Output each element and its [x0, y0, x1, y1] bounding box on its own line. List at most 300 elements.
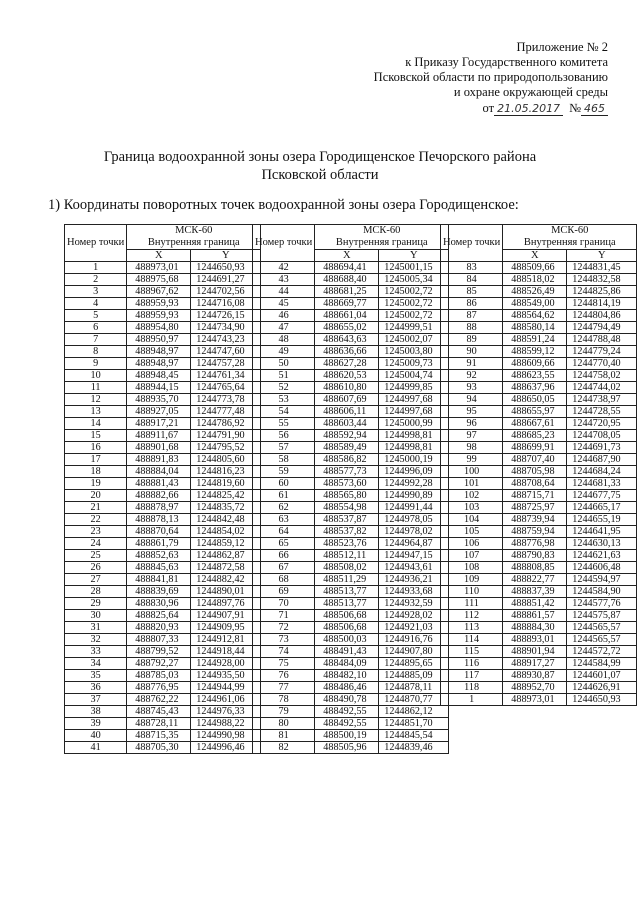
point-number-cell: 95: [441, 406, 503, 418]
x-coordinate-cell: 488878,97: [127, 502, 191, 514]
x-coordinate-cell: 488861,79: [127, 538, 191, 550]
point-number-cell: 105: [441, 526, 503, 538]
y-coordinate-cell: 1244978,05: [379, 514, 449, 526]
y-coordinate-cell: 1245000,99: [379, 418, 449, 430]
x-coordinate-cell: 488935,70: [127, 394, 191, 406]
system-label: МСК-60: [551, 225, 589, 236]
point-number-cell: 1: [441, 694, 503, 706]
point-number-cell: 51: [253, 370, 315, 382]
table-row: [65, 658, 261, 670]
point-number-cell: 33: [65, 646, 127, 658]
x-coordinate-cell: 488512,11: [315, 550, 379, 562]
y-header: Y: [379, 250, 449, 262]
table-row: [253, 286, 449, 298]
x-coordinate-cell: 488492,55: [315, 706, 379, 718]
y-coordinate-cell: 1244641,95: [567, 526, 637, 538]
table-row: [441, 658, 637, 670]
table-row: [253, 490, 449, 502]
point-number-cell: 87: [441, 310, 503, 322]
x-coordinate-cell: 488599,12: [503, 346, 567, 358]
y-coordinate-cell: 1244885,09: [379, 670, 449, 682]
y-coordinate-cell: 1244890,01: [191, 586, 261, 598]
x-coordinate-cell: 488948,45: [127, 370, 191, 382]
table-row: [441, 670, 637, 682]
point-number-cell: 71: [253, 610, 315, 622]
x-coordinate-cell: 488891,83: [127, 454, 191, 466]
x-coordinate-cell: 488861,57: [503, 610, 567, 622]
y-coordinate-cell: 1244665,17: [567, 502, 637, 514]
point-number-cell: 50: [253, 358, 315, 370]
table-row: [253, 394, 449, 406]
point-number-cell: 77: [253, 682, 315, 694]
x-coordinate-cell: 488881,43: [127, 478, 191, 490]
table-row: [253, 526, 449, 538]
y-coordinate-cell: 1244943,61: [379, 562, 449, 574]
x-coordinate-cell: 488967,62: [127, 286, 191, 298]
table-row: [253, 634, 449, 646]
x-coordinate-cell: 488705,98: [503, 466, 567, 478]
x-coordinate-cell: 488917,21: [127, 418, 191, 430]
table-row: [441, 430, 637, 442]
point-number-cell: 44: [253, 286, 315, 298]
y-coordinate-cell: 1244621,63: [567, 550, 637, 562]
point-number-cell: 38: [65, 706, 127, 718]
coordinates-table-3: [440, 224, 637, 706]
point-number-cell: 2: [65, 274, 127, 286]
title-line-2: Псковской области: [261, 167, 379, 183]
point-number-cell: 31: [65, 622, 127, 634]
y-coordinate-cell: 1244684,24: [567, 466, 637, 478]
point-number-cell: 43: [253, 274, 315, 286]
y-coordinate-cell: 1244990,98: [191, 730, 261, 742]
y-coordinate-cell: 1244804,86: [567, 310, 637, 322]
x-coordinate-cell: 488948,97: [127, 358, 191, 370]
y-coordinate-cell: 1244944,99: [191, 682, 261, 694]
table-row: [65, 274, 261, 286]
y-coordinate-cell: 1244702,56: [191, 286, 261, 298]
point-number-cell: 67: [253, 562, 315, 574]
y-coordinate-cell: 1244773,78: [191, 394, 261, 406]
point-number-cell: 17: [65, 454, 127, 466]
table-row: [253, 550, 449, 562]
point-number-cell: 29: [65, 598, 127, 610]
x-coordinate-cell: 488592,94: [315, 430, 379, 442]
x-coordinate-cell: 488537,87: [315, 514, 379, 526]
y-coordinate-cell: 1244720,95: [567, 418, 637, 430]
y-coordinate-cell: 1244878,11: [379, 682, 449, 694]
y-coordinate-cell: 1244988,22: [191, 718, 261, 730]
point-number-cell: 54: [253, 406, 315, 418]
point-number-cell: 9: [65, 358, 127, 370]
x-coordinate-cell: 488901,68: [127, 442, 191, 454]
table-row: [65, 526, 261, 538]
x-coordinate-cell: 488878,13: [127, 514, 191, 526]
table-row: [65, 346, 261, 358]
table-row: [253, 658, 449, 670]
x-coordinate-cell: 488776,98: [503, 538, 567, 550]
point-number-cell: 109: [441, 574, 503, 586]
x-coordinate-cell: 488785,03: [127, 670, 191, 682]
coordinates-table-2: [252, 224, 449, 754]
point-number-cell: 18: [65, 466, 127, 478]
y-coordinate-cell: 1244907,80: [379, 646, 449, 658]
appendix-line: к Приказу Государственного комитета: [405, 55, 608, 69]
point-number-cell: 27: [65, 574, 127, 586]
y-header: Y: [191, 250, 261, 262]
table-row: [441, 682, 637, 694]
point-number-cell: 74: [253, 646, 315, 658]
x-coordinate-cell: 488655,97: [503, 406, 567, 418]
point-number-cell: 93: [441, 382, 503, 394]
y-coordinate-cell: 1244825,42: [191, 490, 261, 502]
point-number-header: Номер точки: [65, 225, 127, 262]
y-coordinate-cell: 1244716,08: [191, 298, 261, 310]
x-coordinate-cell: 488526,49: [503, 286, 567, 298]
point-number-cell: 69: [253, 586, 315, 598]
point-number-cell: 79: [253, 706, 315, 718]
y-coordinate-cell: 1244831,45: [567, 262, 637, 274]
x-header: X: [503, 250, 567, 262]
point-number-cell: 82: [253, 742, 315, 754]
point-number-cell: 58: [253, 454, 315, 466]
point-number-cell: 15: [65, 430, 127, 442]
y-coordinate-cell: 1244936,21: [379, 574, 449, 586]
point-number-cell: 5: [65, 310, 127, 322]
x-coordinate-cell: 488506,68: [315, 622, 379, 634]
table-row: [65, 418, 261, 430]
x-coordinate-cell: 488893,01: [503, 634, 567, 646]
x-coordinate-cell: 488830,96: [127, 598, 191, 610]
table-row: [65, 634, 261, 646]
point-number-cell: 70: [253, 598, 315, 610]
x-coordinate-cell: 488577,73: [315, 466, 379, 478]
y-coordinate-cell: 1244978,02: [379, 526, 449, 538]
table-row: [441, 622, 637, 634]
table-row: [441, 382, 637, 394]
x-coordinate-cell: 488627,28: [315, 358, 379, 370]
y-coordinate-cell: 1244870,77: [379, 694, 449, 706]
point-number-cell: 26: [65, 562, 127, 574]
point-number-cell: 41: [65, 742, 127, 754]
table-row: [65, 478, 261, 490]
x-coordinate-cell: 488491,43: [315, 646, 379, 658]
table-row: [441, 598, 637, 610]
table-row: [441, 454, 637, 466]
y-coordinate-cell: 1244761,34: [191, 370, 261, 382]
x-coordinate-cell: 488580,14: [503, 322, 567, 334]
point-number-cell: 40: [65, 730, 127, 742]
table-row: [441, 610, 637, 622]
table-row: [253, 622, 449, 634]
y-coordinate-cell: 1244584,90: [567, 586, 637, 598]
y-coordinate-cell: 1244832,58: [567, 274, 637, 286]
point-number-cell: 73: [253, 634, 315, 646]
point-number-cell: 13: [65, 406, 127, 418]
y-coordinate-cell: 1244805,60: [191, 454, 261, 466]
y-coordinate-cell: 1244650,93: [191, 262, 261, 274]
point-number-cell: 22: [65, 514, 127, 526]
y-coordinate-cell: 1244626,91: [567, 682, 637, 694]
point-number-cell: 62: [253, 502, 315, 514]
point-number-cell: 99: [441, 454, 503, 466]
table-row: [65, 502, 261, 514]
table-row: [253, 430, 449, 442]
x-coordinate-cell: 488715,71: [503, 490, 567, 502]
table-row: [65, 706, 261, 718]
x-coordinate-cell: 488917,27: [503, 658, 567, 670]
y-coordinate-cell: 1244851,70: [379, 718, 449, 730]
point-number-cell: 11: [65, 382, 127, 394]
x-coordinate-cell: 488954,80: [127, 322, 191, 334]
handwritten-date: 21.05.2017: [494, 103, 563, 116]
table-row: [253, 346, 449, 358]
table-row: [65, 298, 261, 310]
table-row: [65, 586, 261, 598]
x-coordinate-cell: 488661,04: [315, 310, 379, 322]
y-coordinate-cell: 1244912,81: [191, 634, 261, 646]
point-number-cell: 19: [65, 478, 127, 490]
y-coordinate-cell: 1244918,44: [191, 646, 261, 658]
table-row: [441, 442, 637, 454]
x-coordinate-cell: 488564,62: [503, 310, 567, 322]
appendix-header: [374, 40, 608, 116]
from-label: от: [482, 101, 495, 115]
x-coordinate-cell: 488609,66: [503, 358, 567, 370]
x-coordinate-cell: 488927,05: [127, 406, 191, 418]
point-number-cell: 80: [253, 718, 315, 730]
x-coordinate-cell: 488739,94: [503, 514, 567, 526]
x-coordinate-cell: 488513,77: [315, 598, 379, 610]
y-coordinate-cell: 1245002,72: [379, 310, 449, 322]
table-row: [441, 502, 637, 514]
x-coordinate-cell: 488484,09: [315, 658, 379, 670]
x-coordinate-cell: 488506,68: [315, 610, 379, 622]
table-row: [65, 610, 261, 622]
x-coordinate-cell: 488807,33: [127, 634, 191, 646]
point-number-cell: 61: [253, 490, 315, 502]
x-coordinate-cell: 488500,03: [315, 634, 379, 646]
table-row: [65, 262, 261, 274]
point-number-cell: 97: [441, 430, 503, 442]
x-coordinate-cell: 488882,66: [127, 490, 191, 502]
point-number-cell: 110: [441, 586, 503, 598]
point-number-cell: 81: [253, 730, 315, 742]
table-row: [441, 406, 637, 418]
boundary-label: Внутренняя граница: [147, 237, 240, 248]
x-coordinate-cell: 488870,64: [127, 526, 191, 538]
table-row: [441, 694, 637, 706]
table-row: [253, 478, 449, 490]
y-coordinate-cell: 1244862,87: [191, 550, 261, 562]
y-coordinate-cell: 1245004,74: [379, 370, 449, 382]
point-number-cell: 84: [441, 274, 503, 286]
x-coordinate-cell: 488518,02: [503, 274, 567, 286]
point-number-cell: 85: [441, 286, 503, 298]
y-coordinate-cell: 1244691,73: [567, 442, 637, 454]
coordinate-system-header: [503, 225, 637, 250]
y-coordinate-cell: 1245002,72: [379, 286, 449, 298]
y-coordinate-cell: 1245009,73: [379, 358, 449, 370]
table-row: [253, 334, 449, 346]
x-coordinate-cell: 488839,69: [127, 586, 191, 598]
y-coordinate-cell: 1245002,72: [379, 298, 449, 310]
y-coordinate-cell: 1244758,02: [567, 370, 637, 382]
y-coordinate-cell: 1244728,55: [567, 406, 637, 418]
order-date-number: [374, 101, 608, 116]
y-coordinate-cell: 1244921,03: [379, 622, 449, 634]
x-header: X: [127, 250, 191, 262]
y-coordinate-cell: 1244916,76: [379, 634, 449, 646]
table-row: [253, 598, 449, 610]
table-row: [65, 358, 261, 370]
y-coordinate-cell: 1244932,59: [379, 598, 449, 610]
table-row: [65, 442, 261, 454]
point-number-cell: 68: [253, 574, 315, 586]
table-row: [253, 514, 449, 526]
document-title: [0, 148, 640, 184]
x-coordinate-cell: 488790,83: [503, 550, 567, 562]
x-coordinate-cell: 488610,80: [315, 382, 379, 394]
point-number-header: Номер точки: [253, 225, 315, 262]
table-row: [253, 562, 449, 574]
table-row: [441, 310, 637, 322]
point-number-cell: 115: [441, 646, 503, 658]
table-row: [65, 742, 261, 754]
table-row: [65, 466, 261, 478]
point-number-cell: 28: [65, 586, 127, 598]
x-coordinate-cell: 488509,66: [503, 262, 567, 274]
table-row: [65, 514, 261, 526]
x-coordinate-cell: 488725,97: [503, 502, 567, 514]
point-number-cell: 72: [253, 622, 315, 634]
y-coordinate-cell: 1244998,81: [379, 430, 449, 442]
table-row: [65, 286, 261, 298]
x-coordinate-cell: 488573,60: [315, 478, 379, 490]
table-row: [441, 286, 637, 298]
table-row: [253, 730, 449, 742]
number-label: №: [569, 101, 581, 115]
point-number-cell: 23: [65, 526, 127, 538]
coordinate-system-header: [127, 225, 261, 250]
y-coordinate-cell: 1244572,72: [567, 646, 637, 658]
point-number-cell: 117: [441, 670, 503, 682]
x-coordinate-cell: 488959,93: [127, 298, 191, 310]
boundary-label: Внутренняя граница: [335, 237, 428, 248]
point-number-cell: 64: [253, 526, 315, 538]
table-row: [253, 274, 449, 286]
point-number-cell: 113: [441, 622, 503, 634]
x-coordinate-cell: 488523,76: [315, 538, 379, 550]
y-coordinate-cell: 1244601,07: [567, 670, 637, 682]
y-coordinate-cell: 1244726,15: [191, 310, 261, 322]
x-coordinate-cell: 488669,77: [315, 298, 379, 310]
x-coordinate-cell: 488745,43: [127, 706, 191, 718]
table-row: [441, 262, 637, 274]
point-number-cell: 56: [253, 430, 315, 442]
point-number-cell: 42: [253, 262, 315, 274]
point-number-cell: 3: [65, 286, 127, 298]
y-coordinate-cell: 1244933,68: [379, 586, 449, 598]
x-coordinate-cell: 488808,85: [503, 562, 567, 574]
x-coordinate-cell: 488549,00: [503, 298, 567, 310]
y-coordinate-cell: 1244839,46: [379, 742, 449, 754]
table-row: [441, 334, 637, 346]
table-row: [441, 298, 637, 310]
point-number-cell: 86: [441, 298, 503, 310]
point-number-cell: 114: [441, 634, 503, 646]
point-number-cell: 47: [253, 322, 315, 334]
table-row: [65, 430, 261, 442]
x-coordinate-cell: 488944,15: [127, 382, 191, 394]
y-coordinate-cell: 1244791,90: [191, 430, 261, 442]
y-coordinate-cell: 1244565,57: [567, 622, 637, 634]
x-coordinate-cell: 488511,29: [315, 574, 379, 586]
table-row: [253, 694, 449, 706]
x-coordinate-cell: 488607,69: [315, 394, 379, 406]
point-number-cell: 102: [441, 490, 503, 502]
x-coordinate-cell: 488841,81: [127, 574, 191, 586]
point-number-cell: 49: [253, 346, 315, 358]
table-row: [65, 454, 261, 466]
table-row: [65, 574, 261, 586]
table-row: [441, 514, 637, 526]
x-coordinate-cell: 488901,94: [503, 646, 567, 658]
table-row: [253, 370, 449, 382]
table-row: [253, 682, 449, 694]
x-coordinate-cell: 488620,53: [315, 370, 379, 382]
point-number-cell: 65: [253, 538, 315, 550]
coordinate-system-header: [315, 225, 449, 250]
table-row: [253, 574, 449, 586]
x-coordinate-cell: 488637,96: [503, 382, 567, 394]
table-row: [441, 646, 637, 658]
table-row: [253, 706, 449, 718]
table-row: [441, 538, 637, 550]
y-coordinate-cell: 1244743,23: [191, 334, 261, 346]
system-label: МСК-60: [175, 225, 213, 236]
x-coordinate-cell: 488513,77: [315, 586, 379, 598]
y-coordinate-cell: 1244992,28: [379, 478, 449, 490]
y-coordinate-cell: 1244814,19: [567, 298, 637, 310]
point-number-cell: 7: [65, 334, 127, 346]
x-coordinate-cell: 488825,64: [127, 610, 191, 622]
point-number-cell: 78: [253, 694, 315, 706]
x-coordinate-cell: 488728,11: [127, 718, 191, 730]
y-coordinate-cell: 1244964,87: [379, 538, 449, 550]
point-number-cell: 12: [65, 394, 127, 406]
point-number-cell: 59: [253, 466, 315, 478]
table-row: [441, 526, 637, 538]
section-heading: 1) Координаты поворотных точек водоохранной зоны озера Городищенское:: [48, 197, 519, 213]
y-coordinate-cell: 1245001,15: [379, 262, 449, 274]
y-coordinate-cell: 1244928,02: [379, 610, 449, 622]
y-coordinate-cell: 1244882,42: [191, 574, 261, 586]
point-number-cell: 24: [65, 538, 127, 550]
x-coordinate-cell: 488822,77: [503, 574, 567, 586]
table-row: [65, 598, 261, 610]
y-coordinate-cell: 1244677,75: [567, 490, 637, 502]
x-coordinate-cell: 488845,63: [127, 562, 191, 574]
point-number-cell: 118: [441, 682, 503, 694]
table-row: [65, 718, 261, 730]
x-coordinate-cell: 488586,82: [315, 454, 379, 466]
point-number-cell: 57: [253, 442, 315, 454]
y-coordinate-cell: 1244577,76: [567, 598, 637, 610]
y-coordinate-cell: 1244794,49: [567, 322, 637, 334]
y-coordinate-cell: 1244687,90: [567, 454, 637, 466]
table-row: [65, 562, 261, 574]
point-number-cell: 107: [441, 550, 503, 562]
